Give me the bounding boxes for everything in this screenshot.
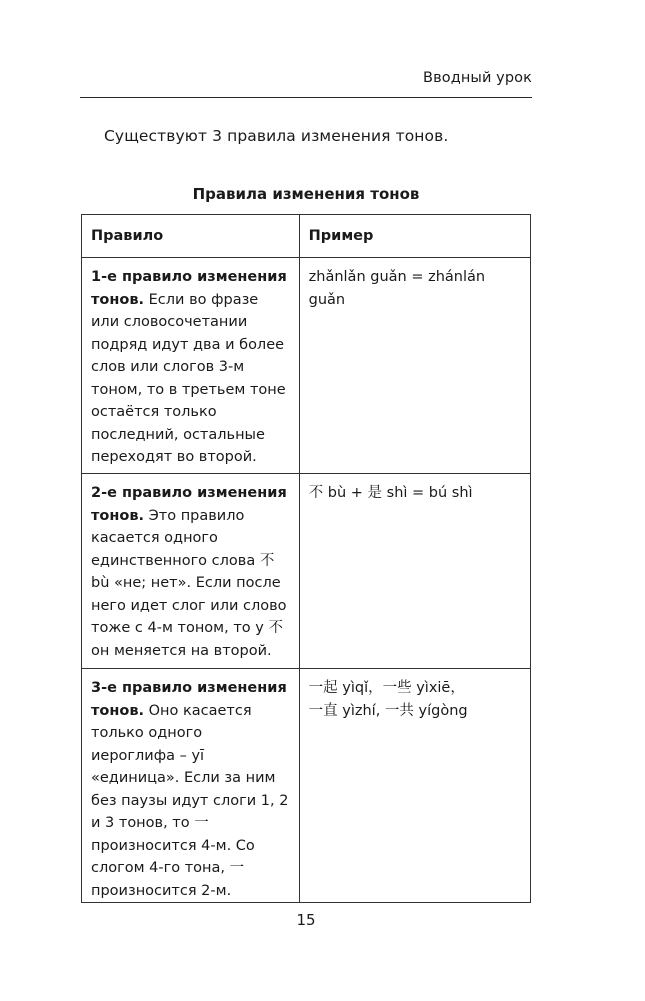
table-title: Правила изменения тонов bbox=[192, 185, 420, 203]
rule-cell bbox=[82, 474, 300, 669]
column-header-example: Пример bbox=[299, 215, 530, 258]
running-head-title: Вводный урок bbox=[423, 70, 532, 86]
table-header-row bbox=[82, 215, 531, 258]
table-row bbox=[82, 258, 531, 474]
rule-heading: 3-е правило изменения тонов. bbox=[91, 680, 287, 719]
rule-heading: 1-е правило изменения тонов. bbox=[91, 269, 287, 308]
example-cell bbox=[299, 258, 530, 474]
tone-rules-table bbox=[81, 214, 531, 903]
example-line: zhǎnlǎn guǎn = zhánlán guǎn bbox=[308, 269, 486, 308]
example-cell bbox=[299, 669, 530, 903]
rule-cell bbox=[82, 258, 300, 474]
rule-description: Это правило касается одного единственного слова 不 bù «не; нет». Если после него идет слог или слово тоже с 4-м тоном, то у 不 он меняется на второй. bbox=[91, 507, 287, 659]
page-number: 15 bbox=[296, 911, 316, 929]
intro-paragraph: Существуют 3 правила изменения тонов. bbox=[104, 127, 449, 145]
example-line: 一直 yìzhí, 一共 yígòng bbox=[308, 702, 468, 719]
header-divider bbox=[80, 97, 532, 98]
table-row bbox=[82, 474, 531, 669]
rule-description: Оно касается только одного иероглифа – yī «единица». Если за ним без паузы идут слоги 1, 2 и 3 тонов, то 一 произносится 4-м. Со слогом 4-го тона, 一 произносится 2-м. bbox=[91, 702, 289, 899]
example-cell bbox=[299, 474, 530, 669]
rule-cell bbox=[82, 669, 300, 903]
rule-heading: 2-е правило изменения тонов. bbox=[91, 485, 287, 524]
example-line: 一起 yìqǐ，一些 yìxiē， bbox=[308, 680, 465, 696]
example-line: 不 bù + 是 shì = bú shì bbox=[308, 485, 473, 501]
column-header-rule: Правило bbox=[82, 215, 300, 258]
rule-description: Если во фразе или словосочетании подряд идут два и более слов или слогов 3-м тоном, то в третьем тоне остаётся только последний, остальные переходят во второй. bbox=[91, 291, 286, 465]
table-row bbox=[82, 669, 531, 903]
